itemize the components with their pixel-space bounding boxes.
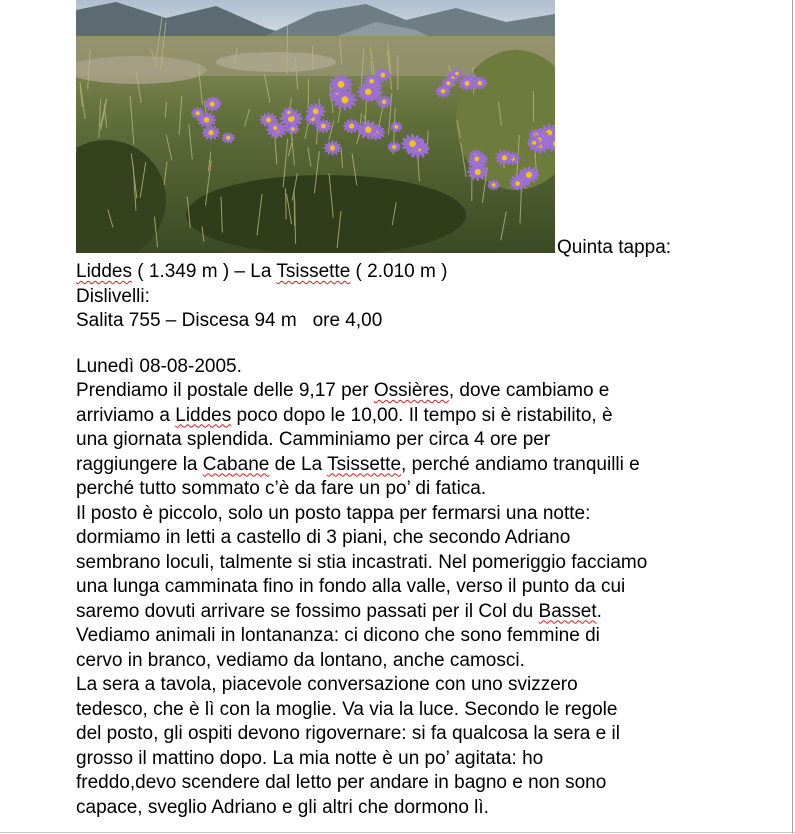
text-run: saremo dovuti arrivare se fossimo passati per il Col du [76,600,539,622]
spellcheck-word: Basset [538,600,597,622]
text-run: . [596,600,602,622]
paragraph-line [76,404,776,429]
paragraph-line: Vediamo animali in lontananza: ci dicono che sono femmine di [76,625,600,646]
spellcheck-word: Ossières [373,380,449,401]
paragraph-line: una giornata splendida. Camminiamo per circa 4 ore per [76,429,551,450]
text-run: , perché andiamo tranquilli e [401,453,640,475]
paragraph-line [76,600,776,625]
text-run: arriviamo a [76,404,176,426]
stage-caption: Quinta tappa: [557,237,672,258]
paragraph-line: grosso il mattino dopo. La mia notte è un po’ agitata: ho [76,747,544,769]
salita-text: Salita 755 – Discesa 94 m ore 4,00 [76,310,383,331]
page-edge-right [792,0,793,834]
route-start-altitude: ( 1.349 m ) – La [132,261,277,282]
paragraph-line: perché tutto sommato c’è da fare un po’ di fatica. [76,478,487,499]
dislivelli-label: Dislivelli: [76,285,150,307]
route-start-word: Liddes [76,261,132,282]
paragraph-line [76,453,776,478]
elevation-summary [76,309,776,334]
text-run: Prendiamo il postale delle 9,17 per [76,380,374,401]
blank-line [76,334,776,355]
alpine-aster-photo[interactable] [76,0,555,253]
text-run: raggiungere la [76,453,203,475]
text-run: poco dopo le 10,00. Il tempo si è ristabilito, è [231,404,613,426]
paragraph-line: capace, sveglio Adriano e gli altri che dormono lì. [76,796,489,818]
route-end-altitude: ( 2.010 m ) [350,261,448,282]
page-edge-bottom [0,832,795,833]
text-run: , dove cambiamo e [448,380,610,401]
paragraph-line: sembrano loculi, talmente si stia incastrati. Nel pomeriggio facciamo [76,551,648,573]
document-body [76,260,776,820]
paragraph-line: cervo in branco, vediamo da lontano, anche camosci. [76,649,525,671]
paragraph-line: dormiamo in letti a castello di 3 piani, che secondo Adriano [76,527,571,548]
route-line [76,260,776,285]
paragraph-line [76,379,776,404]
paragraph-line: del posto, gli ospiti devono rigovernare: si fa qualcosa la sera e il [76,723,620,744]
paragraph-line: tedesco, che è lì con la moglie. Va via la luce. Secondo le regole [76,698,618,720]
date-line: Lunedì 08-08-2005. [76,355,242,377]
paragraph-line: La sera a tavola, piacevole conversazione con uno svizzero [76,674,578,695]
spellcheck-word: Liddes [175,404,232,426]
text-run: de La [269,453,328,475]
route-end-word: Tsissette [276,261,351,282]
paragraph-line: una lunga camminata fino in fondo alla valle, verso il punto da cui [76,576,626,597]
spellcheck-word: Cabane [202,453,270,475]
paragraph-line: freddo,devo scendere dal letto per andare in bagno e non sono [76,772,607,793]
paragraph-line: Il posto è piccolo, solo un posto tappa per fermarsi una notte: [76,502,591,524]
spellcheck-word: Tsissette [327,453,402,475]
